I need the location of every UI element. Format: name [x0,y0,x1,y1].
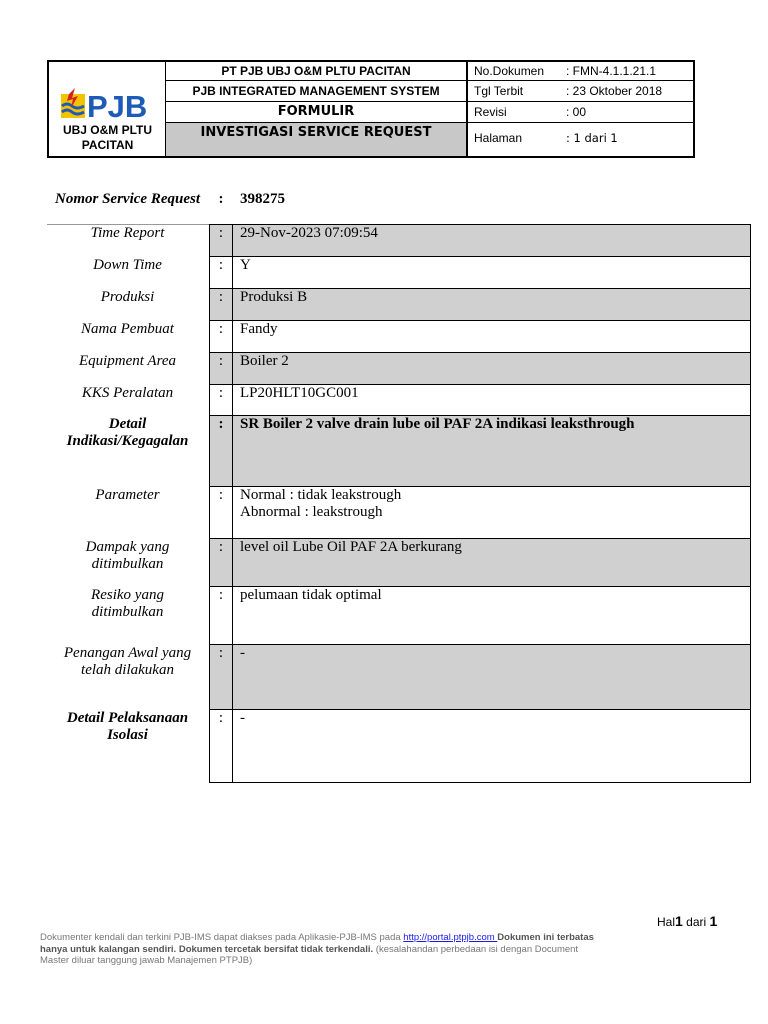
page-total: 1 [709,913,718,929]
footer-note [40,932,600,967]
field-value: Boiler 2 [240,353,289,369]
meta-key: Revisi [474,105,507,119]
page-number [657,913,717,929]
field-colon: : [218,539,224,555]
field-colon: : [218,487,224,503]
field-colon: : [218,587,224,603]
field-value: Y [240,257,251,273]
meta-value: : 00 [566,105,587,119]
field-colon: : [218,321,224,337]
meta-row [468,102,693,123]
field-label: Down Time [93,257,162,273]
field-label: Parameter [95,487,160,503]
field-value: - [240,710,245,726]
field-colon: : [218,191,224,207]
document-meta [466,62,693,156]
field-label: Nomor Service Request [55,191,200,207]
field-value: SR Boiler 2 valve drain lube oil PAF 2A indikasi leaksthrough [240,416,635,432]
field-colon: : [218,710,224,726]
field-value: Abnormal : leakstrough [240,504,383,520]
page-sep: dari [682,915,710,929]
page-prefix: Hal [657,915,676,929]
form-title: INVESTIGASI SERVICE REQUEST [166,123,466,156]
meta-key: No.Dokumen [474,64,545,78]
title-cell [166,62,466,156]
field-label: Detail Indikasi/Kegagalan [66,416,189,449]
company-name: PT PJB UBJ O&M PLTU PACITAN [166,62,466,81]
field-value: Fandy [240,321,278,337]
meta-value: : 1 dari 1 [566,131,618,145]
meta-value: : FMN-4.1.1.21.1 [566,64,657,78]
meta-row [468,123,693,156]
logo-cell [49,62,166,156]
field-colon: : [218,225,224,241]
footer-note-text: (kesalahandan perbedaan isi dengan Document Master diluar tanggung jawab Manajemen PTPJB) [40,943,579,966]
field-value: level oil Lube Oil PAF 2A berkurang [240,539,462,555]
meta-value: : 23 Oktober 2018 [566,84,663,98]
pjb-logo [59,86,159,122]
field-value: 398275 [240,191,285,207]
field-label: KKS Peralatan [81,385,174,401]
meta-key: Halaman [474,131,523,145]
field-value: LP20HLT10GC001 [240,385,359,401]
portal-link[interactable]: http://portal.ptpjb.com [403,932,498,943]
field-label: Produksi [100,289,155,305]
field-colon: : [218,289,224,305]
svg-text:PJB: PJB [87,89,148,122]
field-colon: : [218,353,224,369]
field-label: Nama Pembuat [81,321,174,337]
field-label: Detail Pelaksanaan Isolasi [66,710,189,743]
page-current: 1 [675,913,683,929]
footer-note-text: Dokumenter kendali dan terkini PJB-IMS dapat diakses pada Aplikasie-PJB-IMS pada [40,932,404,943]
field-colon: : [218,257,224,273]
field-value: 29-Nov-2023 07:09:54 [240,225,378,241]
meta-row [468,62,693,81]
field-colon: : [218,385,224,401]
footer-note-bold: Dokumen ini terbatas hanya untuk kalangan sendiri. Dokumen tercetak bersifat tidak terkendali. [40,932,594,955]
field-label: Dampak yang ditimbulkan [85,539,170,572]
form-type: FORMULIR [166,102,466,123]
field-label: Equipment Area [78,353,177,369]
logo-caption: UBJ O&M PLTU PACITAN [62,123,153,152]
field-label: Resiko yang ditimbulkan [91,587,164,620]
meta-key: Tgl Terbit [474,84,524,98]
field-label: Penangan Awal yang telah dilakukan [63,645,192,678]
field-value: - [240,645,245,661]
field-value: Normal : tidak leakstrough [240,487,402,503]
document-header [47,60,695,158]
field-value: pelumaan tidak optimal [240,587,382,603]
field-value: Produksi B [240,289,308,305]
field-colon: : [218,416,224,432]
meta-row [468,81,693,102]
field-colon: : [218,645,224,661]
field-label: Time Report [90,225,165,241]
system-name: PJB INTEGRATED MANAGEMENT SYSTEM [166,81,466,102]
